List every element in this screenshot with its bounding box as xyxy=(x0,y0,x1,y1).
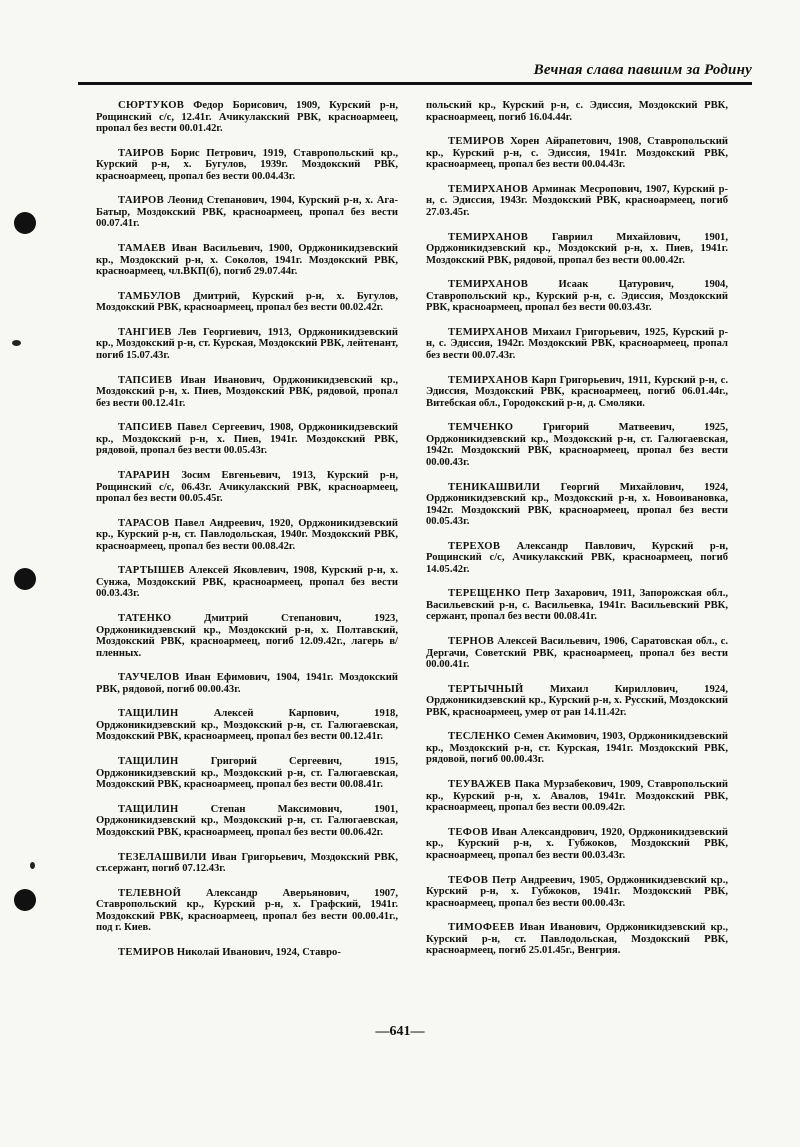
list-item: ТЕСЛЕНКО Семен Акимович, 1903, Орджоникидзевский кр., Моздокский р-н, ст. Курская, 1941г. Моздокский РВК, рядовой, погиб 00.00.43г. xyxy=(426,731,728,766)
list-item: ТЕМИРХАНОВ Арминак Месропович, 1907, Курский р-н, с. Эдиссия, 1943г. Моздокский РВК, красноармеец, погиб 27.03.45г. xyxy=(426,183,728,218)
left-column xyxy=(96,100,398,972)
list-item: ТАИРОВ Леонид Степанович, 1904, Курский р-н, х. Ага-Батыр, Моздокский РВК, красноармеец, пропал без вести 00.07.41г. xyxy=(96,195,398,230)
list-item: ТАПСИЕВ Павел Сергеевич, 1908, Орджоникидзевский кр., Моздокский р-н, х. Пиев, 1941г. Моздокский РВК, рядовой, пропал без вести 00.05.43г. xyxy=(96,422,399,457)
list-item: ТАЩИЛИН Григорий Сергеевич, 1915, Орджоникидзевский кр., Моздокский р-н, ст. Галюгаевская, Моздокский РВК, красноармеец, пропал без вести 00.08.41г. xyxy=(96,756,398,791)
scan-speck xyxy=(12,340,21,346)
list-item: ТЕМИРХАНОВ Михаил Григорьевич, 1925, Курский р-н, с. Эдиссия, 1942г. Моздокский РВК, красноармеец, пропал без вести 00.07.43г. xyxy=(426,326,728,361)
list-item: ТЕМИРХАНОВ Исаак Цатурович, 1904, Ставропольский кр., Курский р-н, с. Эдиссия, Моздокский РВК, красноармеец, пропал без вести 00.03.43г. xyxy=(426,279,728,314)
list-item: ТЕМИРОВ Хорен Айрапетович, 1908, Ставропольский кр., Курский р-н, с. Эдиссия, 1941г. Моздокский РВК, красноармеец, пропал без вести 00.04.43г. xyxy=(426,136,728,171)
punch-hole-middle xyxy=(14,568,36,590)
list-item: ТАУЧЕЛОВ Иван Ефимович, 1904, 1941г. Моздокский РВК, рядовой, погиб 00.00.43г. xyxy=(96,672,398,695)
list-item: ТАНГИЕВ Лев Георгиевич, 1913, Орджоникидзевский кр., Моздокский р-н, ст. Курская, Моздокский РВК, лейтенант, погиб 15.07.43г. xyxy=(96,326,398,361)
list-item: ТАРАРИН Зосим Евгеньевич, 1913, Курский р-н, Рощинский с/с, 06.43г. Ачикулакский РВК, красноармеец, пропал без вести 00.05.45г. xyxy=(96,470,398,504)
list-item: ТАМАЕВ Иван Васильевич, 1900, Орджоникидзевский кр., Моздокский р-н, х. Соколов, 1941г. Моздокский РВК, красноармеец, чл.ВКП(б), погиб 29.07.44г. xyxy=(96,243,398,278)
list-item: ТАИРОВ Борис Петрович, 1919, Ставропольский кр., Курский р-н, х. Бугулов, 1939г. Моздокский РВК, красноармеец, пропал без вести 00.04.43г. xyxy=(96,147,398,182)
punch-hole-bottom xyxy=(14,889,36,911)
list-item: ТЕМЧЕНКО Григорий Матвеевич, 1925, Орджоникидзевский кр., Моздокский р-н, ст. Галюгаевская, 1942г. Моздокский РВК, красноармеец, пропал без вести 00.00.43г. xyxy=(426,422,728,468)
list-item: ТАЩИЛИН Степан Максимович, 1901, Орджоникидзевский кр., Моздокский р-н, ст. Галюгаевская, Моздокский РВК, красноармеец, пропал без вести 00.06.42г. xyxy=(96,803,398,838)
list-item: ТЕЛЕВНОЙ Александр Аверьянович, 1907, Ставропольский кр., Курский р-н, х. Графский, 1941г. Моздокский РВК, красноармеец, пропал без вести 00.00.41г., под г. Киев. xyxy=(96,887,398,934)
list-item: ТАПСИЕВ Иван Иванович, Орджоникидзевский кр., Моздокский р-н, х. Пиев, Моздокский РВК, рядовой, пропал без вести 00.12.41г. xyxy=(96,374,398,409)
list-item: ТАМБУЛОВ Дмитрий, Курский р-н, х. Бугулов, Моздокский РВК, красноармеец, пропал без вести 00.02.42г. xyxy=(96,290,398,314)
list-item: ТЕФОВ Петр Андреевич, 1905, Орджоникидзевский кр., Курский р-н, х. Губжоков, 1941г. Моздокский РВК, красноармеец, пропал без вести 00.00.43г. xyxy=(426,874,728,909)
list-item: ТЕФОВ Иван Александрович, 1920, Орджоникидзевский кр., Курский р-н, х. Губжоков, Моздокский РВК, красноармеец, пропал без вести 00.03.43г. xyxy=(426,826,728,861)
punch-hole-top xyxy=(14,212,36,234)
right-column xyxy=(426,100,728,970)
page-header-title: Вечная слава павшим за Родину xyxy=(533,62,752,78)
list-item: СЮРТУКОВ Федор Борисович, 1909, Курский р-н, Рощинский с/с, 12.41г. Ачикулакский РВК, красноармеец, пропал без вести 00.01.42г. xyxy=(96,100,398,134)
list-item: ТЕМИРХАНОВ Карп Григорьевич, 1911, Курский р-н, с. Эдиссия, Моздокский РВК, красноармеец, погиб 06.01.44г., Витебская обл., Городокский р-н, д. Смоляки. xyxy=(426,374,728,409)
scan-speck xyxy=(30,862,35,869)
list-item-continuation: польский кр., Курский р-н, с. Эдиссия, Моздокский РВК, красноармеец, погиб 16.04.44г. xyxy=(426,100,728,123)
list-item: ТЕНИКАШВИЛИ Георгий Михайлович, 1924, Орджоникидзевский кр., Моздокский р-н, х. Новоивановка, 1942г. Моздокский РВК, красноармеец, пропал без вести 00.05.43г. xyxy=(426,481,729,527)
page-number: —641— xyxy=(375,1024,425,1039)
list-item: ТЕРНОВ Алексей Васильевич, 1906, Саратовская обл., с. Дергачи, Советский РВК, красноармеец, пропал без вести 00.00.41г. xyxy=(426,636,728,671)
list-item: ТЕУВАЖЕВ Пака Мурзабекович, 1909, Ставропольский кр., Курский р-н, х. Авалов, 1941г. Моздокский РВК, красноармеец, пропал без вести 00.09.42г. xyxy=(426,779,728,814)
list-item: ТЕРЕЩЕНКО Петр Захарович, 1911, Запорожская обл., Васильевский р-н, с. Васильевка, 1941г. Васильевский РВК, сержант, пропал без вести 00.08.41г. xyxy=(426,588,728,623)
list-item: ТЕРТЫЧНЫЙ Михаил Кириллович, 1924, Орджоникидзевский кр., Курский р-н, х. Русский, Моздокский РВК, красноармеец, умер от ран 14.11.42г. xyxy=(426,683,728,718)
list-item: ТЕРЕХОВ Александр Павлович, Курский р-н, Рощинский с/с, Ачикулакский РВК, красноармеец, погиб 14.05.42г. xyxy=(426,540,728,575)
list-item: ТАЩИЛИН Алексей Карпович, 1918, Орджоникидзевский кр., Моздокский р-н, ст. Галюгаевская, Моздокский РВК, красноармеец, пропал без вести 00.12.41г. xyxy=(96,708,398,743)
list-item: ТЕЗЕЛАШВИЛИ Иван Григорьевич, Моздокский РВК, ст.сержант, погиб 07.12.43г. xyxy=(96,851,398,874)
list-item: ТАРТЫШЕВ Алексей Яковлевич, 1908, Курский р-н, х. Сунжа, Моздокский РВК, красноармеец, пропал без вести 00.03.43г. xyxy=(96,565,398,600)
list-item: ТЕМИРОВ Николай Иванович, 1924, Ставро- xyxy=(118,946,341,958)
list-item: ТИМОФЕЕВ Иван Иванович, Орджоникидзевский кр., Курский р-н, ст. Павлодольская, Моздокский РВК, красноармеец, погиб 25.01.45г., Венгрия. xyxy=(426,922,728,957)
list-item: ТАТЕНКО Дмитрий Степанович, 1923, Орджоникидзевский кр., Моздокский р-н, х. Полтавский, Моздокский РВК, красноармеец, погиб 12.09.42г., лагерь в/пленных. xyxy=(96,613,398,659)
header-rule xyxy=(78,82,752,85)
list-item: ТАРАСОВ Павел Андреевич, 1920, Орджоникидзевский кр., Курский р-н, ст. Павлодольская, 1940г. Моздокский РВК, красноармеец, пропал без вести 00.08.42г. xyxy=(96,517,398,552)
list-item: ТЕМИРХАНОВ Гавриил Михайлович, 1901, Орджоникидзевский кр., Моздокский р-н, х. Пиев, 1941г. Моздокский РВК, рядовой, пропал без вести 00.00.42г. xyxy=(426,231,728,266)
